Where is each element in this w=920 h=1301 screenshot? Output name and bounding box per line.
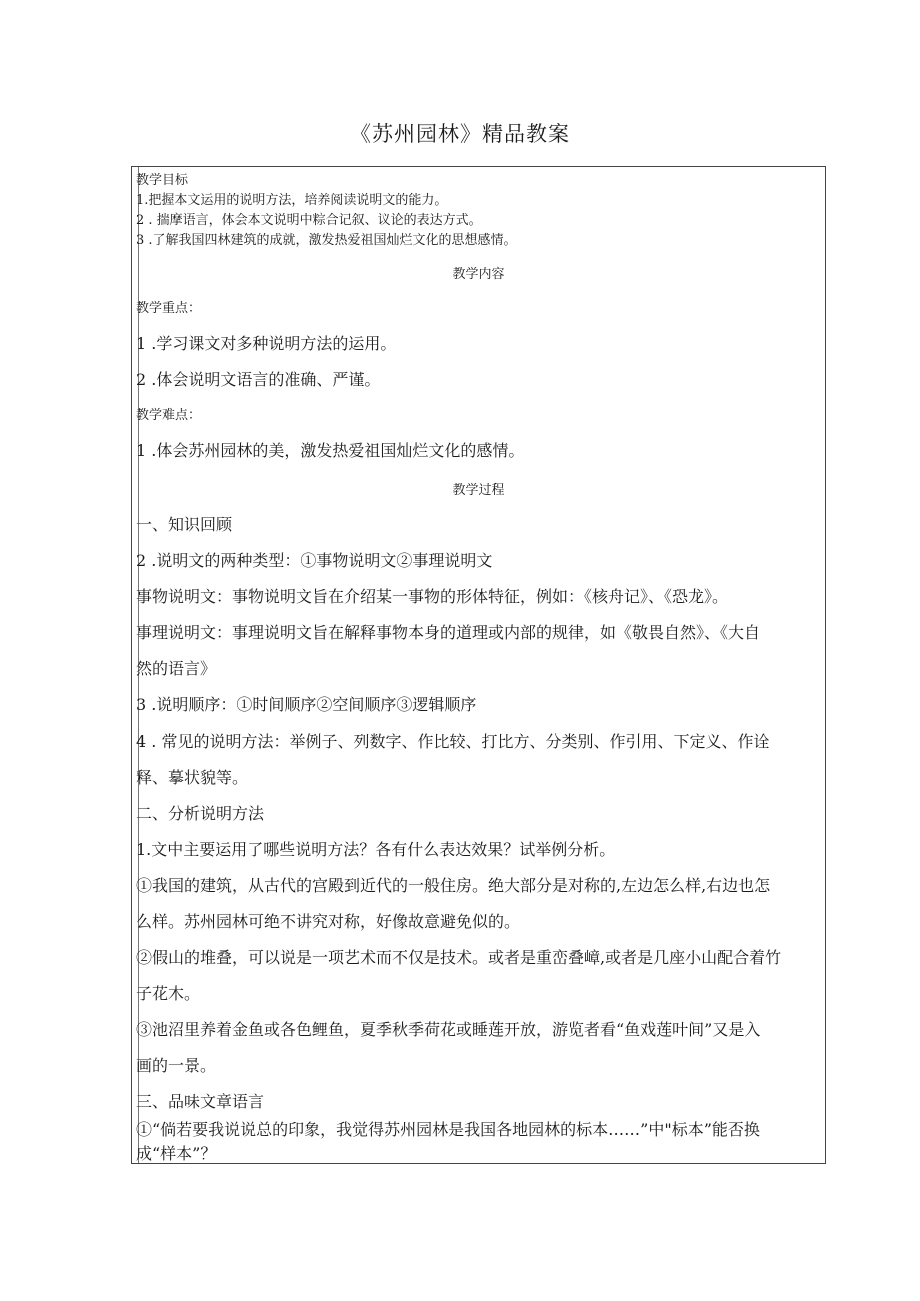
process-line: 1.文中主要运用了哪些说明方法？各有什么表达效果？试举例分析。 [136, 840, 616, 859]
key-point-2: 2 .体会说明文语言的准确、严谨。 [136, 370, 381, 389]
objective-3: 3 .了解我国四林建筑的成就，激发热爱祖国灿烂文化的思想感情。 [136, 233, 517, 248]
difficulty-1: 1 .体会苏州园林的美，激发热爱祖国灿烂文化的感情。 [136, 441, 525, 460]
lesson-plan-table [131, 166, 826, 1164]
document-title: 《苏州园林》精品教案 [350, 122, 570, 146]
objective-2: 2 . 揣摩语言，体会本文说明中粽合记叙、议论的表达方式。 [136, 213, 482, 228]
key-point-1: 1 .学习课文对多种说明方法的运用。 [136, 334, 397, 353]
process-line: 画的一景。 [136, 1056, 217, 1075]
section-heading-process: 教学过程 [452, 483, 505, 498]
process-line: ①我国的建筑，从古代的宫殿到近代的一般住房。绝大部分是对称的,左边怎么样,右边也怎 [136, 876, 771, 895]
process-line: 然的语言》 [136, 659, 217, 678]
section-heading-content: 教学内容 [452, 267, 505, 282]
process-line: 成“样本”？ [136, 1144, 217, 1163]
difficulty-heading: 教学难点： [136, 408, 202, 423]
process-line: ③池沼里养着金鱼或各色鲤鱼，夏季秋季荷花或睡莲开放，游览者看“鱼戏莲叶间”又是入 [136, 1020, 761, 1039]
process-line: 子花木。 [136, 984, 201, 1003]
process-line: 2 .说明文的两种类型：①事物说明文②事理说明文 [136, 551, 493, 570]
process-line: 事物说明文：事物说明文旨在介绍某一事物的形体特征，例如：《核舟记》、《恐龙》。 [136, 587, 729, 606]
part-2-heading: 二、分析说明方法 [136, 804, 265, 823]
part-1-heading: 一、知识回顾 [136, 515, 233, 534]
process-line: 4 . 常见的说明方法：举例子、列数字、作比较、打比方、分类别、作引用、下定义、作诠 [136, 732, 770, 751]
section-heading-objectives: 教学目标 [136, 173, 189, 188]
process-line: 3 .说明顺序：①时间顺序②空间顺序③逻辑顺序 [136, 695, 477, 714]
part-3-heading: 三、品味文章语言 [136, 1092, 265, 1111]
process-line: 释、摹状貌等。 [136, 768, 249, 787]
process-line: 事理说明文：事理说明文旨在解释事物本身的道理或内部的规律，如《敬畏自然》、《大自 [136, 623, 761, 642]
process-line: ①“倘若要我说说总的印象，我觉得苏州园林是我国各地园林的标本……”中"标本”能否换 [136, 1120, 760, 1139]
key-points-heading: 教学重点： [136, 301, 202, 316]
process-line: ②假山的堆叠，可以说是一项艺术而不仅是技术。或者是重峦叠嶂,或者是几座小山配合着竹 [136, 948, 782, 967]
process-line: 么样。苏州园林可绝不讲究对称，好像故意避免似的。 [136, 912, 521, 931]
objective-1: 1.把握本文运用的说明方法，培养阅读说明文的能力。 [136, 193, 448, 208]
